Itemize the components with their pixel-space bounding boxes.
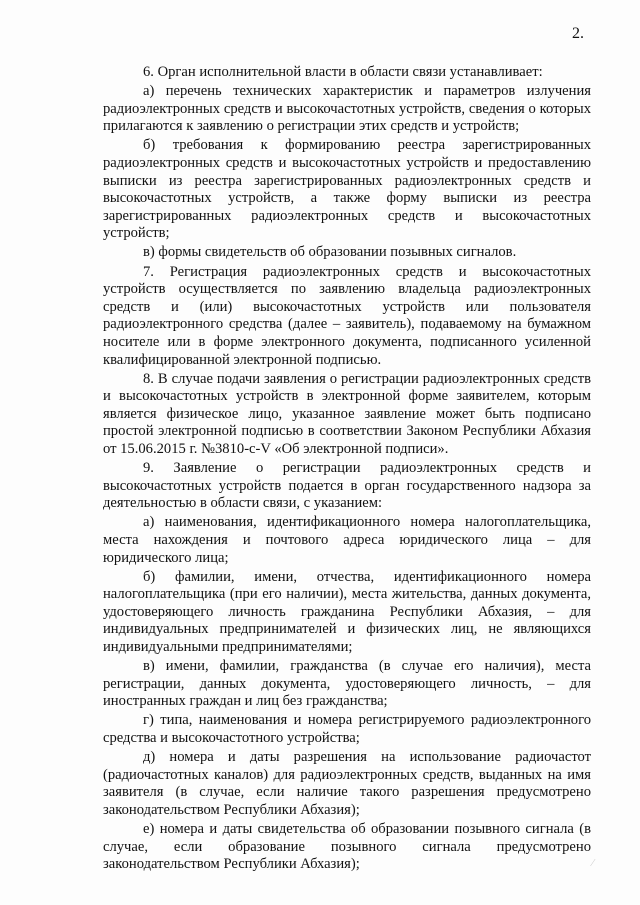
paragraph-9e: е) номера и даты свидетельства об образовании позывного сигнала (в случае, если образование позывного сигнала предусмотрено законодательством Республики Абхазия); (103, 820, 591, 873)
paragraph-9-intro: 9. Заявление о регистрации радиоэлектронных средств и высокочастотных устройств подается в орган государственного надзора за деятельностью в области связи, с указанием: (103, 460, 591, 512)
paragraph-6-intro: 6. Орган исполнительной власти в области связи устанавливает: (143, 64, 543, 80)
paragraph-9a: а) наименования, идентификационного номера налогоплательщика, места нахождения и почтового адреса юридического лица – для юридического лица; (103, 514, 591, 566)
paragraph-6a: а) перечень технических характеристик и параметров излучения радиоэлектронных средств и высокочастотных устройств, сведения о которых прилагаются к заявлению о регистрации этих средств и устройств; (103, 83, 591, 135)
paragraph-8: 8. В случае подачи заявления о регистрации радиоэлектронных средств и высокочастотных устройств в электронной форме заявителем, которым является физическое лицо, указанное заявление может быть подписано простой электронной подписью в соответствии Законом Республики Абхазия от 15.06.2015 г. №3810-с-V «Об электронной подписи». (103, 370, 591, 457)
page-number: 2. (572, 25, 584, 42)
document-body (103, 64, 591, 874)
scan-artifact: ⁄ (592, 858, 594, 869)
paragraph-6b: б) требования к формированию реестра зарегистрированных радиоэлектронных средств и высокочастотных устройств и предоставлению выписки из реестра зарегистрированных радиоэлектронных средств и высокочастотных устройств, а также форму выписки из реестра зарегистрированных радиоэлектронных средств и высокочастотных устройств; (103, 137, 591, 242)
paragraph-9v: в) имени, фамилии, гражданства (в случае его наличия), места регистрации, данных документа, удостоверяющего личность, – для иностранных граждан и лиц без гражданства; (103, 658, 591, 710)
paragraph-7: 7. Регистрация радиоэлектронных средств и высокочастотных устройств осуществляется по заявлению владельца радиоэлектронных средств и (или) высокочастотных устройств или пользователя радиоэлектронного средства (далее – заявитель), подаваемому на бумажном носителе или в форме электронного документа, подписанного усиленной квалифицированной электронной подписью. (103, 263, 591, 368)
paragraph-6v: в) формы свидетельств об образовании позывных сигналов. (143, 244, 517, 261)
paragraph-9g: г) типа, наименования и номера регистрируемого радиоэлектронного средства и высокочастотного устройства; (103, 712, 591, 746)
paragraph-9d: д) номера и даты разрешения на использование радиочастот (радиочастотных каналов) для радиоэлектронных средств, выданных на имя заявителя (в случае, если наличие такого разрешения предусмотрено законодательством Республики Абхазия); (103, 749, 591, 818)
paragraph-9b: б) фамилии, имени, отчества, идентификационного номера налогоплательщика (при его наличии), места жительства, данных документа, удостоверяющего личность гражданина Республики Абхазия, – для индивидуальных предпринимателей и физических лиц, не являющихся индивидуальными предпринимателями; (103, 568, 591, 655)
